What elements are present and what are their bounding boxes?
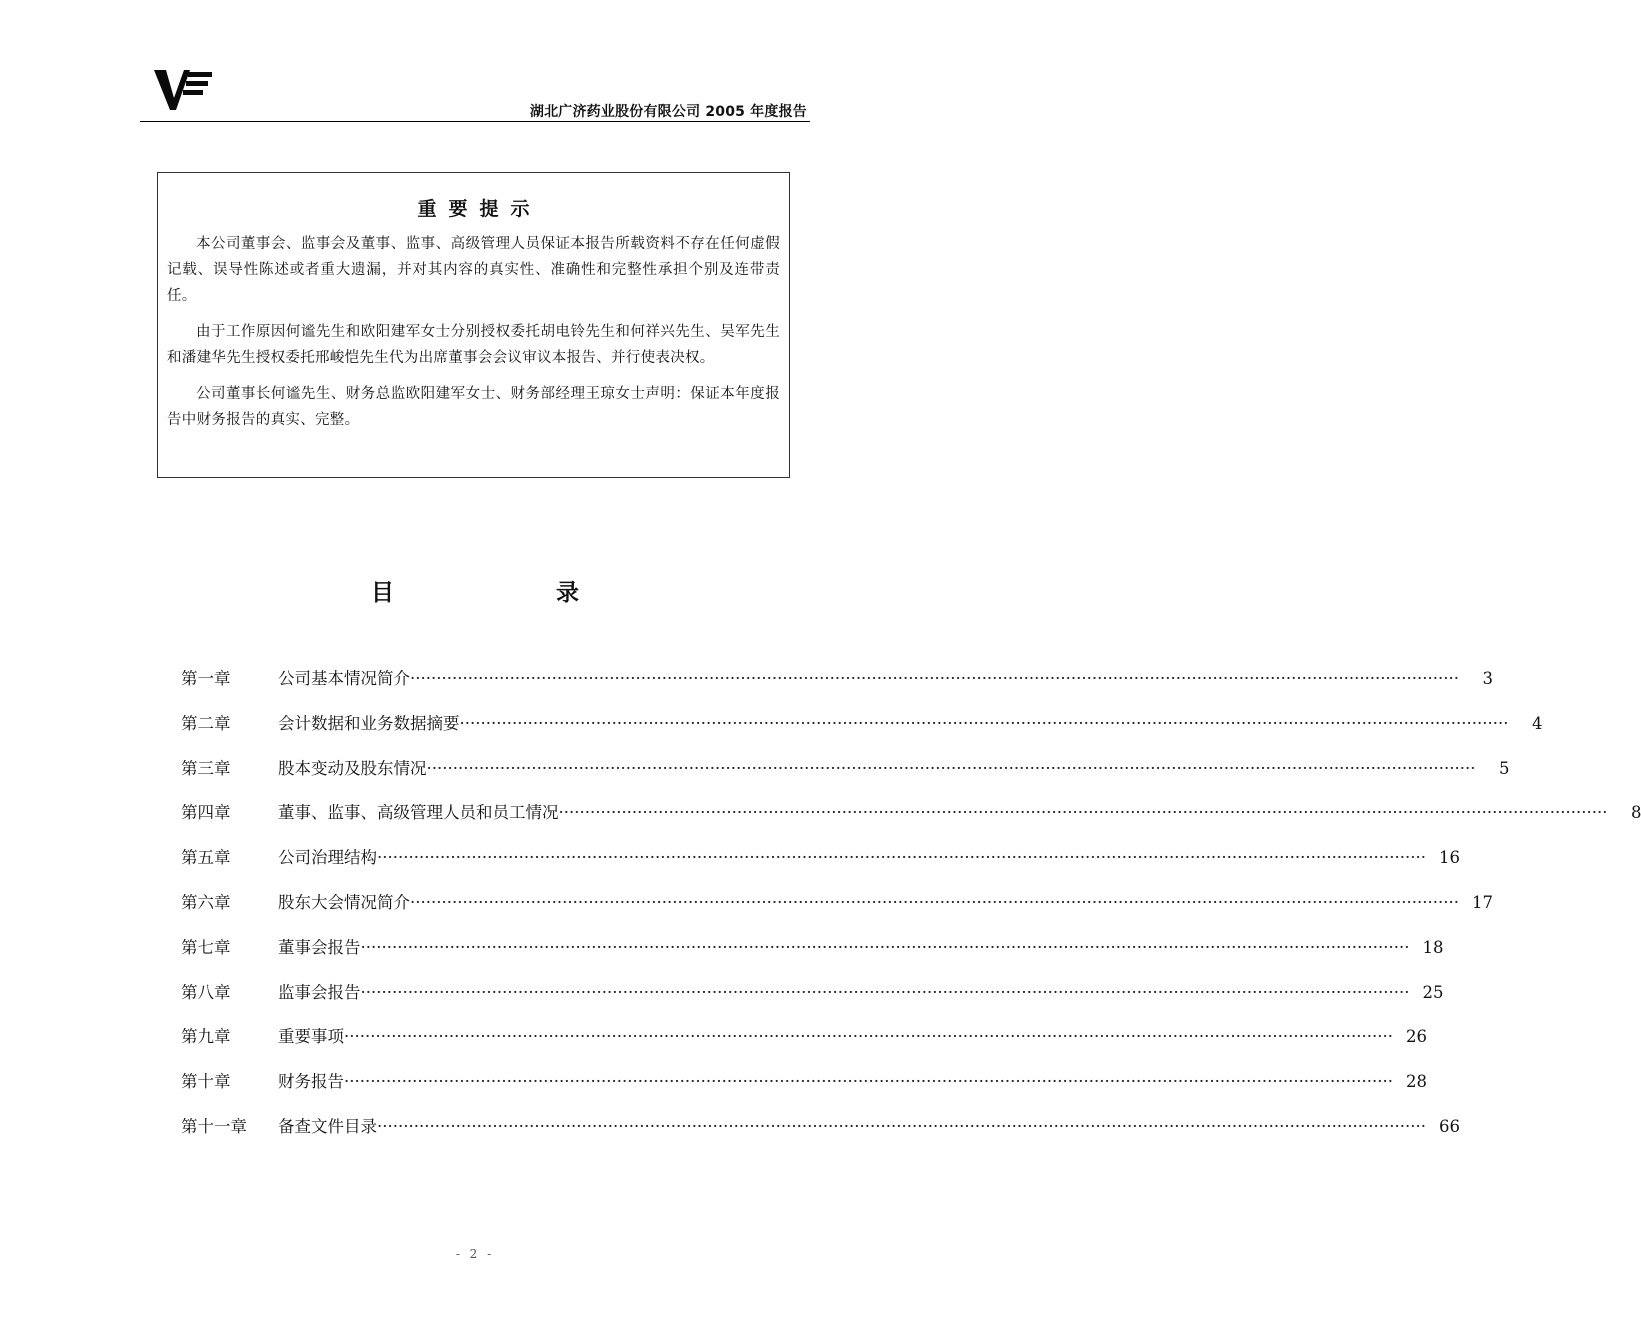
toc-entry-name: 重要事项 <box>278 1027 344 1047</box>
toc-entry[interactable] <box>181 799 1641 844</box>
toc-entry[interactable] <box>181 889 1493 934</box>
toc-leader-dots: ········································································································································································································ <box>360 982 1410 1002</box>
toc-page-number: 8 <box>1630 803 1641 823</box>
toc-chapter: 第十章 <box>181 1072 231 1092</box>
important-notice-box <box>157 172 790 478</box>
toc-entry-name: 会计数据和业务数据摘要 <box>278 713 460 733</box>
toc-chapter: 第八章 <box>181 982 231 1002</box>
toc-leader-dots: ········································································································································································································ <box>459 713 1509 733</box>
report-header-title: 湖北广济药业股份有限公司 2005 年度报告 <box>529 104 807 120</box>
table-of-contents <box>181 665 1641 1158</box>
toc-page-number: 17 <box>1471 892 1493 912</box>
toc-entry[interactable] <box>181 755 1510 800</box>
toc-page-number: 16 <box>1438 848 1460 868</box>
toc-entry[interactable] <box>181 934 1444 979</box>
toc-page-number: 66 <box>1438 1116 1460 1136</box>
toc-entry[interactable] <box>181 979 1444 1024</box>
toc-entry-name: 公司治理结构 <box>278 848 377 868</box>
toc-entry[interactable] <box>181 844 1460 889</box>
toc-entry[interactable] <box>181 710 1543 755</box>
toc-leader-dots: ········································································································································································································ <box>377 1116 1426 1136</box>
header-divider <box>140 121 810 122</box>
toc-title <box>0 574 950 607</box>
toc-entry[interactable] <box>181 665 1493 710</box>
toc-entry-name: 股东大会情况简介 <box>278 892 410 912</box>
toc-entry-name: 备查文件目录 <box>278 1116 377 1136</box>
toc-leader-dots: ········································································································································································································ <box>410 669 1459 688</box>
toc-leader-dots: ········································································································································································································ <box>344 1072 1393 1092</box>
toc-entry[interactable] <box>181 1023 1427 1068</box>
toc-page-number: 3 <box>1482 669 1493 688</box>
toc-chapter: 第二章 <box>181 713 231 733</box>
toc-leader-dots: ········································································································································································································ <box>377 848 1426 868</box>
toc-page-number: 18 <box>1422 937 1444 957</box>
toc-page-number: 4 <box>1531 713 1543 733</box>
toc-entry-name: 董事、监事、高级管理人员和员工情况 <box>278 803 559 823</box>
toc-leader-dots: ········································································································································································································ <box>344 1027 1393 1047</box>
toc-entry-name: 股本变动及股东情况 <box>278 758 427 778</box>
toc-title-right: 录 <box>556 580 579 606</box>
toc-page-number: 26 <box>1405 1027 1427 1047</box>
toc-entry-name: 财务报告 <box>278 1072 344 1092</box>
notice-paragraph: 本公司董事会、监事会及董事、监事、高级管理人员保证本报告所载资料不存在任何虚假记载、误导性陈述或者重大遗漏，并对其内容的真实性、准确性和完整性承担个别及连带责任。 <box>167 236 780 304</box>
toc-leader-dots: ········································································································································································································ <box>360 937 1410 957</box>
toc-chapter: 第十一章 <box>181 1116 247 1136</box>
notice-paragraph: 由于工作原因何谧先生和欧阳建军女士分别授权委托胡电铃先生和何祥兴先生、吴军先生和潘建华先生授权委托邢峻恺先生代为出席董事会会议审议本报告、并行使表决权。 <box>167 324 780 366</box>
page-number: - 2 - <box>455 1247 495 1261</box>
toc-leader-dots: ········································································································································································································ <box>558 803 1608 823</box>
toc-entry-name: 董事会报告 <box>278 937 361 957</box>
toc-title-left: 目 <box>371 580 394 606</box>
toc-page-number: 25 <box>1422 982 1444 1002</box>
toc-chapter: 第三章 <box>181 758 231 778</box>
toc-page-number: 28 <box>1405 1072 1427 1092</box>
toc-leader-dots: ········································································································································································································ <box>426 758 1476 778</box>
toc-entry[interactable] <box>181 1113 1460 1158</box>
toc-chapter: 第七章 <box>181 937 231 957</box>
notice-paragraph: 公司董事长何谧先生、财务总监欧阳建军女士、财务部经理王琼女士声明：保证本年度报告中财务报告的真实、完整。 <box>167 386 780 428</box>
toc-entry-name: 监事会报告 <box>278 982 361 1002</box>
toc-chapter: 第六章 <box>181 892 231 912</box>
company-logo <box>152 68 216 112</box>
toc-chapter: 第四章 <box>181 803 231 823</box>
notice-title: 重要提示 <box>417 198 542 220</box>
toc-entry-name: 公司基本情况简介 <box>278 669 410 688</box>
toc-chapter: 第一章 <box>181 669 231 688</box>
toc-leader-dots: ········································································································································································································ <box>410 892 1459 912</box>
toc-page-number: 5 <box>1498 758 1510 778</box>
toc-chapter: 第九章 <box>181 1027 231 1047</box>
toc-chapter: 第五章 <box>181 848 231 868</box>
toc-entry[interactable] <box>181 1068 1427 1113</box>
